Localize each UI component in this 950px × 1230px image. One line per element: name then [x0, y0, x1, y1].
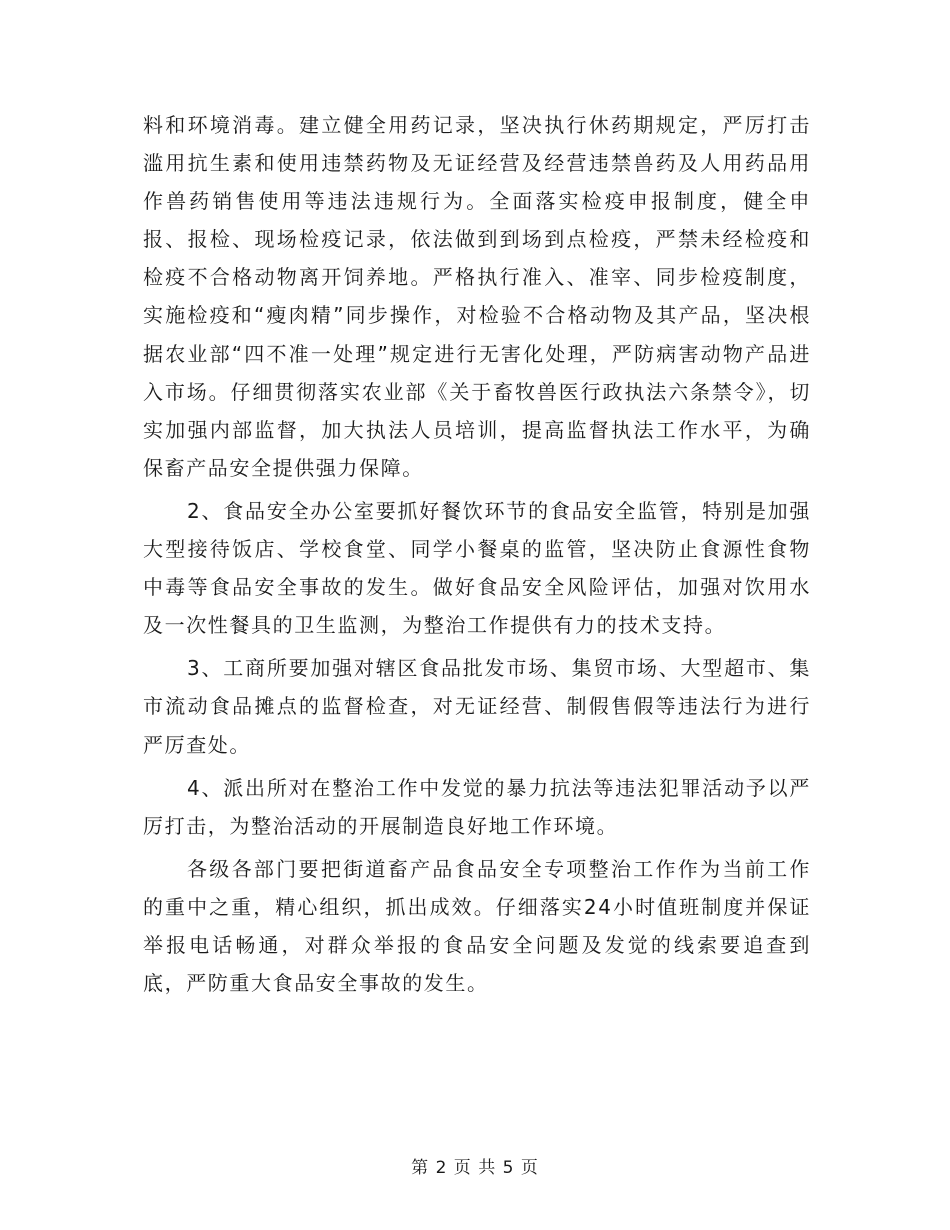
page-number-footer: 第 2 页 共 5 页: [411, 1158, 539, 1178]
paragraph-item-4: 4、派出所对在整治工作中发觉的暴力抗法等违法犯罪活动予以严厉打击，为整治活动的开展制造良好地工作环境。: [143, 775, 811, 838]
paragraph-item-3: 3、工商所要加强对辖区食品批发市场、集贸市场、大型超市、集市流动食品摊点的监督检查，对无证经营、制假售假等违法行为进行严厉查处。: [143, 656, 811, 757]
paragraph-item-2: 2、食品安全办公室要抓好餐饮环节的食品安全监管，特别是加强大型接待饭店、学校食堂、同学小餐桌的监管，坚决防止食源性食物中毒等食品安全事故的发生。做好食品安全风险评估，加强对饮用水及一次性餐具的卫生监测，为整治工作提供有力的技术支持。: [143, 498, 811, 638]
paragraph-continued: 料和环境消毒。建立健全用药记录，坚决执行休药期规定，严厉打击滥用抗生素和使用违禁药物及无证经营及经营违禁兽药及人用药品用作兽药销售使用等违法违规行为。全面落实检疫申报制度，健全申报、报检、现场检疫记录，依法做到到场到点检疫，严禁未经检疫和检疫不合格动物离开饲养地。严格执行准入、准宰、同步检疫制度，实施检疫和“瘦肉精”同步操作，对检验不合格动物及其产品，坚决根据农业部“四不准一处理”规定进行无害化处理，严防病害动物产品进入市场。仔细贯彻落实农业部《关于畜牧兽医行政执法六条禁令》，切实加强内部监督，加大执法人员培训，提高监督执法工作水平，为确保畜产品安全提供强力保障。: [143, 113, 811, 480]
paragraph-closing: 各级各部门要把街道畜产品食品安全专项整治工作作为当前工作的重中之重，精心组织，抓出成效。仔细落实24小时值班制度并保证举报电话畅通，对群众举报的食品安全问题及发觉的线索要追查到底，严防重大食品安全事故的发生。: [143, 856, 811, 996]
document-body: [143, 106, 811, 1007]
